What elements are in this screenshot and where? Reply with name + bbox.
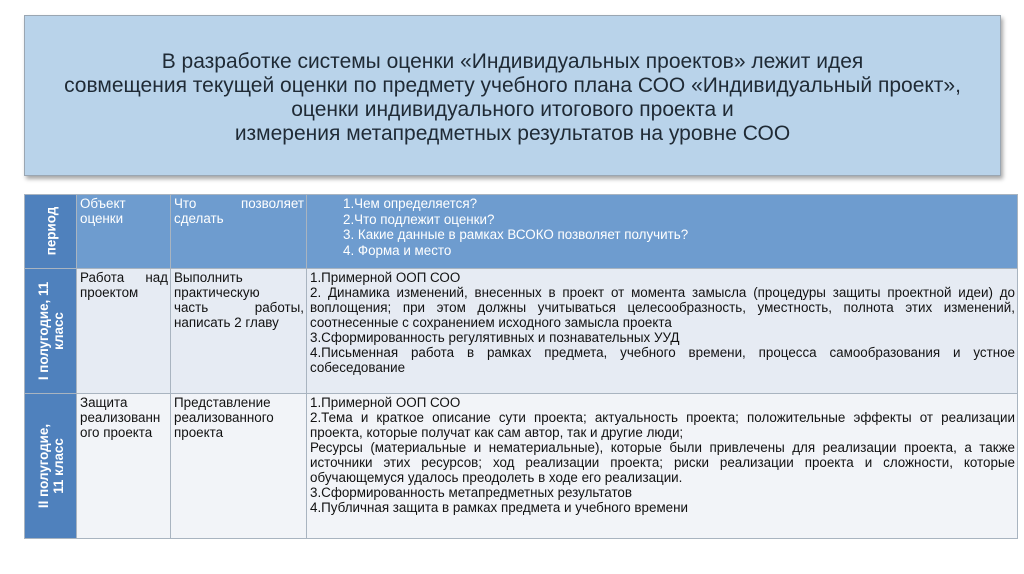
row2-period-cell — [25, 394, 77, 539]
row1-allows-line3: часть работы, — [174, 300, 304, 315]
title-line-4: измерения метапредметных результатов на уровне СОО — [234, 121, 791, 145]
row2-object-line2: реализованн — [80, 410, 161, 425]
row2-period-line2: 11 класс — [50, 438, 66, 494]
row1-object-line1: Работа над — [80, 270, 168, 285]
row1-period-cell — [25, 269, 77, 394]
row1-period-line2: класс — [50, 312, 66, 350]
row2-criteria-3: Ресурсы (материальные и нематериальные), которые были привлечены для реализации проекта, а также источники этих ресурсов; ход реализации проекта; риски реализации проекта и сложности, которые обучающемуся удалось преодолеть в ходе его реализации. — [310, 440, 1015, 485]
row1-object-line2: проектом — [80, 285, 139, 300]
row2-criteria-2: 2.Тема и краткое описание сути проекта; актуальность проекта; положительные эффекты от реализации проекта, которые получат как сам автор, так и другие люди; — [310, 410, 1015, 440]
title-line-3: оценки индивидуального итогового проекта и — [291, 97, 734, 121]
row2-object-line1: Защита — [80, 395, 128, 410]
row2-period-label — [36, 424, 66, 508]
row2-criteria-cell — [307, 394, 1018, 539]
row2-object-cell — [77, 394, 171, 539]
row1-allows-line1: Выполнить — [174, 270, 243, 285]
header-allows-line2: сделать — [174, 211, 224, 226]
row1-criteria-cell — [307, 269, 1018, 394]
row2-allows-line1: Представление — [174, 395, 271, 410]
header-questions-cell — [307, 195, 1018, 269]
row1-criteria-3: 3.Сформированность регулятивных и познавательных УУД — [310, 330, 680, 345]
header-question-2: 2.Что подлежит оценки? — [343, 211, 495, 227]
row2-allows-line3: проекта — [174, 425, 224, 440]
row1-period-label — [36, 282, 66, 380]
table-row — [25, 394, 1018, 539]
row2-object-line3: ого проекта — [80, 425, 153, 440]
title-line-2: совмещения текущей оценки по предмету учебного плана СОО «Индивидуальный проект», — [64, 73, 961, 97]
row2-criteria-1: 1.Примерной ООП СОО — [310, 395, 461, 410]
header-question-1: 1.Чем определяется? — [343, 196, 478, 211]
row1-allows-line4: написать 2 главу — [174, 315, 279, 330]
assessment-table — [24, 194, 1018, 539]
header-question-3: 3. Какие данные в рамках ВСОКО позволяет получить? — [343, 227, 689, 242]
row1-criteria-1: 1.Примерной ООП СОО — [310, 270, 461, 285]
title-line-1: В разработке системы оценки «Индивидуальных проектов» лежит идея — [161, 49, 864, 73]
header-allows-line1: Что позволяет — [174, 196, 304, 211]
row2-allows-line2: реализованного — [174, 410, 274, 425]
row2-period-line1: II полугодие, — [35, 423, 51, 509]
header-object-line1: Объект — [80, 196, 126, 211]
row1-period-line1: I полугодие, 11 — [35, 281, 51, 381]
row2-criteria-5: 4.Публичная защита в рамках предмета и учебного времени — [310, 500, 688, 515]
row2-criteria-4: 3.Сформированность метапредметных результатов — [310, 485, 632, 500]
header-period-cell — [25, 195, 77, 269]
table-header-row — [25, 195, 1018, 269]
header-object-line2: оценки — [80, 211, 124, 226]
title-banner — [24, 15, 1001, 176]
row1-criteria-4: 4.Письменная работа в рамках предмета, учебного времени, процесса самообразования и устное собеседование — [310, 345, 1015, 375]
header-period-label: период — [43, 206, 58, 255]
row1-allows-cell — [171, 269, 307, 394]
row1-criteria-2: 2. Динамика изменений, внесенных в проект от момента замысла (процедуры защиты проектной идеи) до воплощения; при этом должны учитываться целесообразность, уместность, полнота этих изменений, соотнесенные с сохранением исходного замысла проекта — [310, 285, 1015, 330]
row1-allows-line2: практическую — [174, 285, 260, 300]
row1-object-cell — [77, 269, 171, 394]
header-object-cell — [77, 195, 171, 269]
row2-allows-cell — [171, 394, 307, 539]
table-row — [25, 269, 1018, 394]
header-question-4: 4. Форма и место — [343, 242, 452, 258]
header-allows-cell — [171, 195, 307, 269]
